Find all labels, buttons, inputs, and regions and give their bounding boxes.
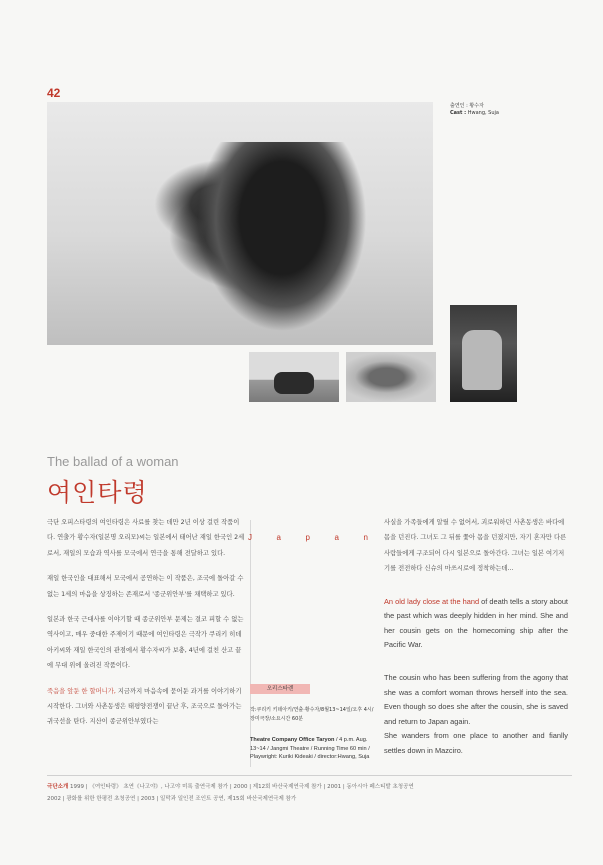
- korean-continued: 사실을 가족들에게 알릴 수 없어서, 괴로워하던 사촌동생은 바다에 몸을 던진다. 그녀도 그 뒤를 쫓아 몸을 던졌지만, 자기 혼자만 다른 사람들에게 구조되어 다시 일본으로 돌아간다. 그녀는 일본 여기저기를 전전하다 신슈의 마쓰시로에 정착하는데...: [384, 519, 567, 573]
- right-column: [384, 515, 568, 777]
- english-title: The ballad of a woman: [47, 454, 179, 469]
- credits-line-english: [450, 110, 499, 117]
- main-performance-photo: [47, 102, 433, 345]
- korean-paragraph-1: 극단 오피스타령의 여인타령은 사료를 찾는 데만 2년 이상 걸린 작품이다. 연출가 황수자(일본명 오리모)씨는 일본에서 태어난 재일 한국인 2세로서, 재일의 모습과 역사를 모국에서 연극을 통해 전달하고 있다.: [47, 519, 245, 557]
- english-paragraph-2: The cousin who has been suffering from the agony that she was a comfort woman throws herself into the sea. Even though so does she after the cousin, she is saved and return to Japan again.: [384, 673, 568, 726]
- column-divider: [250, 520, 251, 767]
- footer-line-1: [47, 781, 577, 793]
- country-letter: J: [248, 533, 252, 542]
- english-paragraph-1-text: of death tells a story about the past which was deeply hidden in her mind. She and her cousin gets on the homecoming ship after the Pacific War.: [384, 596, 568, 650]
- english-paragraph-3: She wanders from one place to another and fianlly settles down in Mazciro.: [384, 731, 568, 755]
- korean-paragraph-2: 재일 한국인을 대표해서 모국에서 공연하는 이 작품은, 조국에 돌아갈 수 없는 1세의 마음을 상징하는 존재로서 '종군위안부'를 채택하고 있다.: [47, 575, 244, 598]
- company-name: Theatre Company Office Taryon: [250, 737, 335, 743]
- photo-credits: [450, 103, 499, 117]
- company-tag: 오리스타렌: [250, 684, 310, 694]
- performer-figure: [462, 330, 502, 390]
- thumbnail-photo-1: [249, 352, 339, 402]
- korean-synopsis-column: [47, 515, 247, 740]
- company-history-footer: [47, 781, 577, 805]
- country-label: [248, 533, 368, 542]
- page-number: 42: [47, 86, 61, 100]
- thumbnail-photo-2: [346, 352, 436, 402]
- footer-label: 극단소개: [47, 784, 69, 790]
- credits-line-korean: 출연인 : 황수자: [450, 103, 484, 109]
- footer-line-2: 2002 | 광화를 위한 한평전 초청공연 | 2003 | 일막과 일인전 조인트 공연, 제15회 바산국제연극제 참가: [47, 796, 297, 802]
- thumbnail-photo-3: [450, 305, 517, 402]
- company-info-english: [250, 736, 375, 762]
- korean-paragraph-4-text: 지금까지 마음속에 묻어둔 과거를 이야기하기 시작한다. 그녀와 사촌동생은 태평양전쟁이 끝난 후, 조국으로 돌아가는 귀국선을 탄다. 지산이 종군위안부였다는: [47, 687, 242, 726]
- korean-paragraph-3: 일본과 한국 근대사를 이야기할 때 종군위안부 문제는 결코 피할 수 없는 역사이고, 매우 중대한 주제이기 때문에 여인타령은 극작가 쿠리키 히데아키씨와 재일 한국인의 관점에서 황수자씨가 보충, 4년에 걸친 산고 끝에 무대 위에 올려진 작품이다.: [47, 616, 244, 670]
- company-details: / 4 p.m. Aug. 13~14 / Jangmi Theatre / Running Time 60 min / Playwright: Kuriki Kideaki / director:Hwang, Suja: [250, 737, 370, 761]
- english-paragraph-1: [384, 595, 568, 653]
- credits-cast-label: Cast :: [450, 110, 467, 116]
- performer-figure: [197, 142, 367, 332]
- credits-cast-value: Hwang, Suja: [466, 110, 499, 116]
- country-letter: n: [363, 533, 368, 542]
- footer-rule: [47, 775, 572, 776]
- korean-highlight: 죽음을 앞둔 한 할머니가,: [47, 687, 116, 695]
- country-letter: a: [334, 533, 339, 542]
- performer-figure: [274, 372, 314, 394]
- country-letter: a: [276, 533, 281, 542]
- company-info-korean: 작:쿠리키 키데아키/연출·황수자/8월13~14일/오후 4시/장미극장/소요시간 60분: [250, 707, 374, 722]
- english-highlight: An old lady close at the hand: [384, 596, 480, 606]
- korean-title: 여인타령: [47, 478, 148, 507]
- korean-paragraph-4: [47, 684, 247, 730]
- footer-line-1-text: 1999 | 《여인타령》 초연《나고야》, 나고야 미록 출연극제 참가 | 2000 | 제12회 바산국제연극제 참가 | 2001 | 동아시아 페스티발 초청공연: [68, 784, 414, 790]
- country-letter: p: [305, 533, 310, 542]
